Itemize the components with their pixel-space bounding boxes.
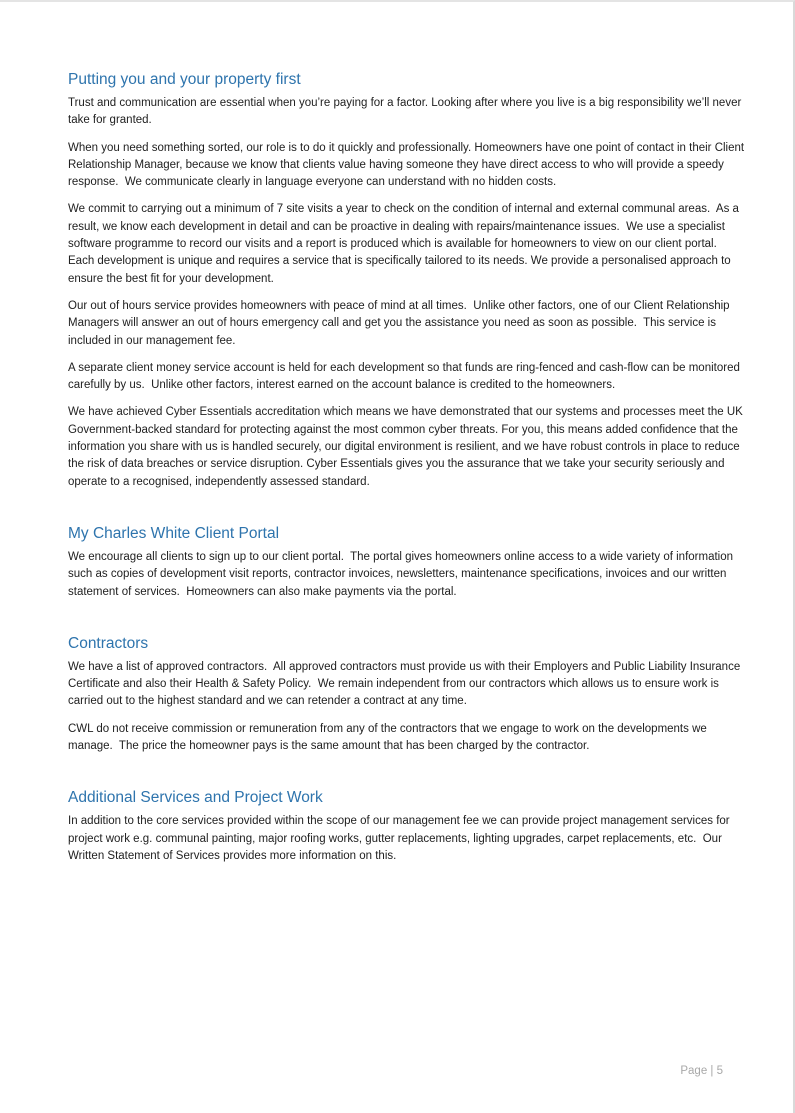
section-client-portal <box>68 524 748 601</box>
section-contractors <box>68 634 748 755</box>
paragraph: When you need something sorted, our role is to do it quickly and professionally. Homeowners have one point of contact in their Client Relationship Manager, because we know that clients value having someone they have direct access to who will provide a speedy response. We communicate clearly in language everyone can understand with no hidden costs. <box>68 141 748 189</box>
paragraph: We commit to carrying out a minimum of 7 site visits a year to check on the condition of internal and external communal areas. As a result, we know each development in detail and can be proactive in dealing with repairs/maintenance issues. We use a specialist software programme to record our visits and a report is produced which is available for homeowners to view on our client portal. Each development is unique and requires a service that is specifically tailored to its needs. We provide a personalised approach to ensure the best fit for your development. <box>68 203 743 285</box>
paragraph: We have achieved Cyber Essentials accreditation which means we have demonstrated that our systems and processes meet the UK Government-backed standard for protecting against the most common cyber threats. For you, this means added confidence that the information you share with us is handled securely, our digital environment is resilient, and we have robust controls in place to reduce the risk of data breaches or service disruption. Cyber Essentials gives you the assurance that we take your security seriously and operate to a recognised, independently assessed standard. <box>68 406 746 488</box>
section-heading: My Charles White Client Portal <box>68 524 280 542</box>
paragraph: We have a list of approved contractors. All approved contractors must provide us with their Employers and Public Liability Insurance Certificate and also their Health & Safety Policy. We remain independent from our contractors which allows us to ensure work is carried out to the highest standard and we can retender a contract at any time. <box>68 660 744 708</box>
paragraph: Our out of hours service provides homeowners with peace of mind at all times. Unlike other factors, one of our Client Relationship Managers will answer an out of hours emergency call and get you the assistance you need as soon as possible. This service is included in our management fee. <box>68 299 733 347</box>
page-content <box>68 70 748 875</box>
paragraph: A separate client money service account is held for each development so that funds are ring-fenced and cash-flow can be monitored carefully by us. Unlike other factors, interest earned on the account balance is credited to the homeowners. <box>68 361 744 392</box>
section-heading: Additional Services and Project Work <box>68 789 323 807</box>
section-putting-you-first <box>68 70 748 491</box>
page-number: Page | 5 <box>680 1065 723 1077</box>
section-additional-services <box>68 788 748 865</box>
paragraph: In addition to the core services provided within the scope of our management fee we can provide project management services for project work e.g. communal painting, major roofing works, gutter replacements, lighting upgrades, carpet replacements, etc. Our Written Statement of Services provides more information on this. <box>68 815 733 862</box>
section-heading: Contractors <box>68 634 149 652</box>
paragraph: We encourage all clients to sign up to our client portal. The portal gives homeowners online access to a wide variety of information such as copies of development visit reports, contractor invoices, newsletters, maintenance specifications, invoices and our written statement of services. Homeowners can also make payments via the portal. <box>68 550 737 598</box>
section-heading: Putting you and your property first <box>68 71 301 88</box>
paragraph: Trust and communication are essential when you’re paying for a factor. Looking after where you live is a big responsibility we’ll never take for granted. <box>68 97 745 127</box>
paragraph: CWL do not receive commission or remuneration from any of the contractors that we engage to work on the developments we manage. The price the homeowner pays is the same amount that has been charged by the contractor. <box>68 722 710 753</box>
